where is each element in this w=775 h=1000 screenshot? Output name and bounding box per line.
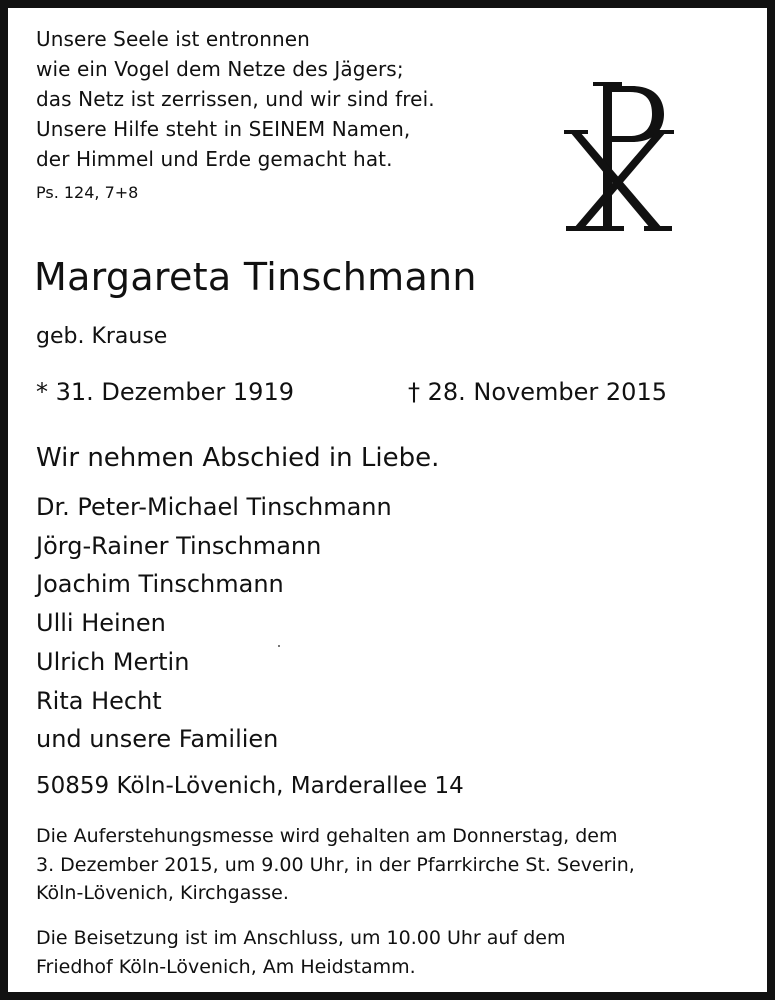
mourner-name: Joachim Tinschmann (36, 570, 284, 599)
mourner-name: und unsere Familien (36, 725, 279, 754)
psalm-line: Unsere Seele ist entronnen (36, 27, 310, 51)
mass-line: Köln-Lövenich, Kirchgasse. (36, 882, 289, 904)
psalm-quote (36, 24, 435, 204)
mass-line: 3. Dezember 2015, um 9.00 Uhr, in der Pfarrkirche St. Severin, (36, 853, 635, 876)
birth-name: geb. Krause (36, 324, 168, 349)
burial-line: Friedhof Köln-Lövenich, Am Heidstamm. (36, 955, 416, 978)
farewell-line: Wir nehmen Abschied in Liebe. (36, 443, 440, 473)
psalm-line: wie ein Vogel dem Netze des Jägers; (36, 57, 404, 81)
death-date: † 28. November 2015 (408, 378, 667, 406)
speck (278, 645, 280, 647)
family-address: 50859 Köln-Lövenich, Marderallee 14 (36, 773, 464, 799)
deceased-name: Margareta Tinschmann (34, 255, 477, 299)
mass-line: Die Auferstehungsmesse wird gehalten am Donnerstag, dem (36, 825, 618, 847)
mourner-name: Rita Hecht (36, 686, 162, 715)
mourner-name: Ulrich Mertin (36, 647, 190, 676)
mourners-list (36, 488, 392, 759)
mass-announcement (36, 822, 635, 908)
mourner-name: Jörg-Rainer Tinschmann (36, 531, 322, 560)
burial-announcement (36, 924, 565, 981)
burial-line: Die Beisetzung ist im Anschluss, um 10.00 Uhr auf dem (36, 927, 566, 949)
mourner-name: Dr. Peter-Michael Tinschmann (36, 493, 392, 521)
birth-date: * 31. Dezember 1919 (36, 378, 294, 406)
mourner-name: Ulli Heinen (36, 609, 166, 638)
psalm-line: das Netz ist zerrissen, und wir sind frei. (36, 87, 435, 111)
psalm-reference: Ps. 124, 7+8 (36, 183, 139, 202)
psalm-line: Unsere Hilfe steht in SEINEM Namen, (36, 117, 411, 141)
psalm-line: der Himmel und Erde gemacht hat. (36, 147, 393, 171)
chi-rho-icon (564, 76, 674, 234)
